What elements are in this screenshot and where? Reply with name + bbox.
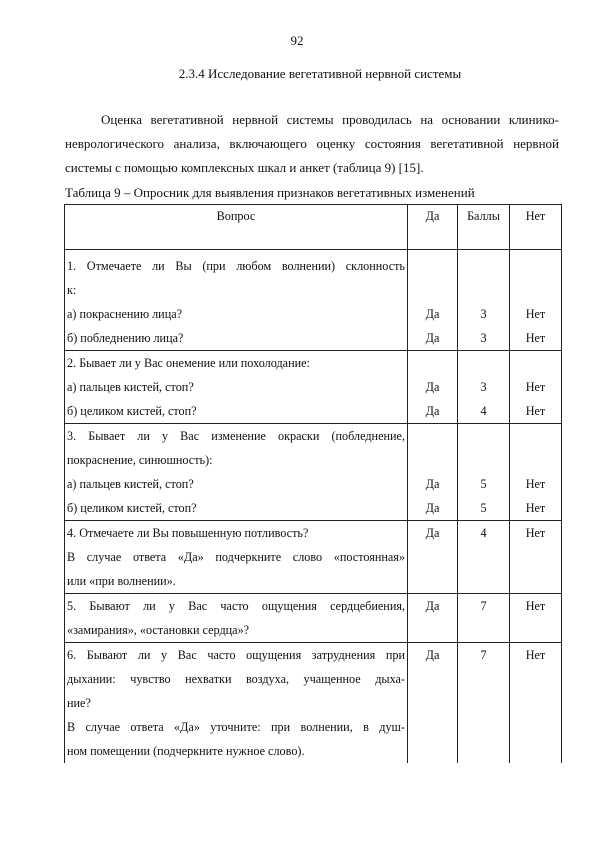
answer-value: 3 (480, 380, 487, 394)
answer-value (460, 351, 507, 375)
table-header-row (65, 205, 562, 250)
question-line: а) пальцев кистей, стоп? (67, 477, 194, 491)
table-row (65, 424, 562, 521)
question-line: покраснение, синюшность): (67, 453, 213, 467)
question-line: 2. Бывает ли у Вас онемение или похолодание: (67, 356, 310, 370)
answer-value: 7 (480, 599, 487, 613)
question-line: 5. Бывают ли у Вас часто ощущения сердцебиения, (67, 599, 405, 613)
answer-value (512, 351, 559, 375)
answer-value: Нет (525, 331, 546, 345)
question-line: В случае ответа «Да» подчеркните слово «постоянная» (67, 550, 405, 564)
question-cell (65, 521, 408, 594)
no-cell (510, 643, 562, 764)
question-line: «замирания», «остановки сердца»? (67, 623, 250, 637)
answer-value: 5 (480, 477, 487, 491)
answer-value: Нет (525, 404, 546, 418)
question-cell (65, 643, 408, 764)
question-cell (65, 424, 408, 521)
answer-value: Да (425, 599, 440, 613)
answer-value (512, 278, 559, 302)
question-line: 4. Отмечаете ли Вы повышенную потливость? (67, 526, 309, 540)
table-row (65, 594, 562, 643)
answer-value (410, 424, 455, 448)
question-line: 1. Отмечаете ли Вы (при любом волнении) склонность (67, 259, 405, 273)
answer-value (410, 278, 455, 302)
question-line: или «при волнении». (67, 574, 176, 588)
answer-value (460, 254, 507, 278)
yes-cell (408, 594, 458, 643)
question-line: б) побледнению лица? (67, 331, 184, 345)
answer-value: Да (425, 307, 440, 321)
no-cell (510, 250, 562, 351)
answer-value: Да (425, 526, 440, 540)
points-cell (458, 643, 510, 764)
answer-value (410, 448, 455, 472)
table-row (65, 521, 562, 594)
answer-value: Да (425, 477, 440, 491)
questionnaire-table (64, 204, 562, 763)
no-cell (510, 594, 562, 643)
answer-value: 3 (480, 331, 487, 345)
question-line: 6. Бывают ли у Вас часто ощущения затруднения при (67, 648, 405, 662)
answer-value: Нет (525, 648, 546, 662)
question-cell (65, 594, 408, 643)
no-cell (510, 351, 562, 424)
answer-value: Да (425, 331, 440, 345)
answer-value (460, 448, 507, 472)
question-line: ние? (67, 696, 91, 710)
header-no: Нет (510, 205, 562, 250)
yes-cell (408, 643, 458, 764)
yes-cell (408, 424, 458, 521)
question-line: 3. Бывает ли у Вас изменение окраски (побледнение, (67, 429, 405, 443)
answer-value: Нет (525, 307, 546, 321)
points-cell (458, 424, 510, 521)
body-paragraph: Оценка вегетативной нервной системы проводилась на основании клинико-неврологического анализа, включающего оценку состояния вегетативной нервной системы с помощью комплексных шкал и анкет (таблица 9) [15]. (65, 112, 559, 175)
question-cell (65, 351, 408, 424)
answer-value: Нет (525, 599, 546, 613)
question-line: б) целиком кистей, стоп? (67, 501, 197, 515)
question-line: В случае ответа «Да» уточните: при волнении, в душ- (67, 720, 405, 734)
question-line: б) целиком кистей, стоп? (67, 404, 197, 418)
answer-value: 5 (480, 501, 487, 515)
table-row (65, 351, 562, 424)
header-points: Баллы (458, 205, 510, 250)
question-line: а) пальцев кистей, стоп? (67, 380, 194, 394)
answer-value (460, 424, 507, 448)
answer-value: Да (425, 648, 440, 662)
table-row (65, 250, 562, 351)
answer-value (410, 254, 455, 278)
points-cell (458, 351, 510, 424)
question-line: к: (67, 283, 77, 297)
answer-value: Да (425, 501, 440, 515)
points-cell (458, 521, 510, 594)
no-cell (510, 424, 562, 521)
answer-value: Нет (525, 477, 546, 491)
answer-value: Да (425, 404, 440, 418)
points-cell (458, 250, 510, 351)
points-cell (458, 594, 510, 643)
yes-cell (408, 521, 458, 594)
page-number: 92 (290, 33, 304, 48)
answer-value (512, 448, 559, 472)
table-row (65, 643, 562, 764)
answer-value (512, 254, 559, 278)
answer-value: 4 (480, 404, 487, 418)
header-question: Вопрос (65, 205, 408, 250)
answer-value (512, 424, 559, 448)
answer-value: Нет (525, 380, 546, 394)
table-body (65, 250, 562, 764)
answer-value: Нет (525, 526, 546, 540)
question-cell (65, 250, 408, 351)
answer-value: Нет (525, 501, 546, 515)
answer-value: Да (425, 380, 440, 394)
answer-value (410, 351, 455, 375)
answer-value: 3 (480, 307, 487, 321)
answer-value: 4 (480, 526, 487, 540)
question-line: а) покраснению лица? (67, 307, 183, 321)
no-cell (510, 521, 562, 594)
answer-value (460, 278, 507, 302)
table-caption: Таблица 9 – Опросник для выявления признаков вегетативных изменений (65, 185, 475, 200)
section-title: 2.3.4 Исследование вегетативной нервной системы (178, 66, 462, 81)
header-yes: Да (408, 205, 458, 250)
yes-cell (408, 351, 458, 424)
question-line: дыхании: чувство нехватки воздуха, учащенное дыха- (67, 672, 405, 686)
question-line: ном помещении (подчеркните нужное слово). (67, 744, 305, 758)
answer-value: 7 (480, 648, 487, 662)
yes-cell (408, 250, 458, 351)
